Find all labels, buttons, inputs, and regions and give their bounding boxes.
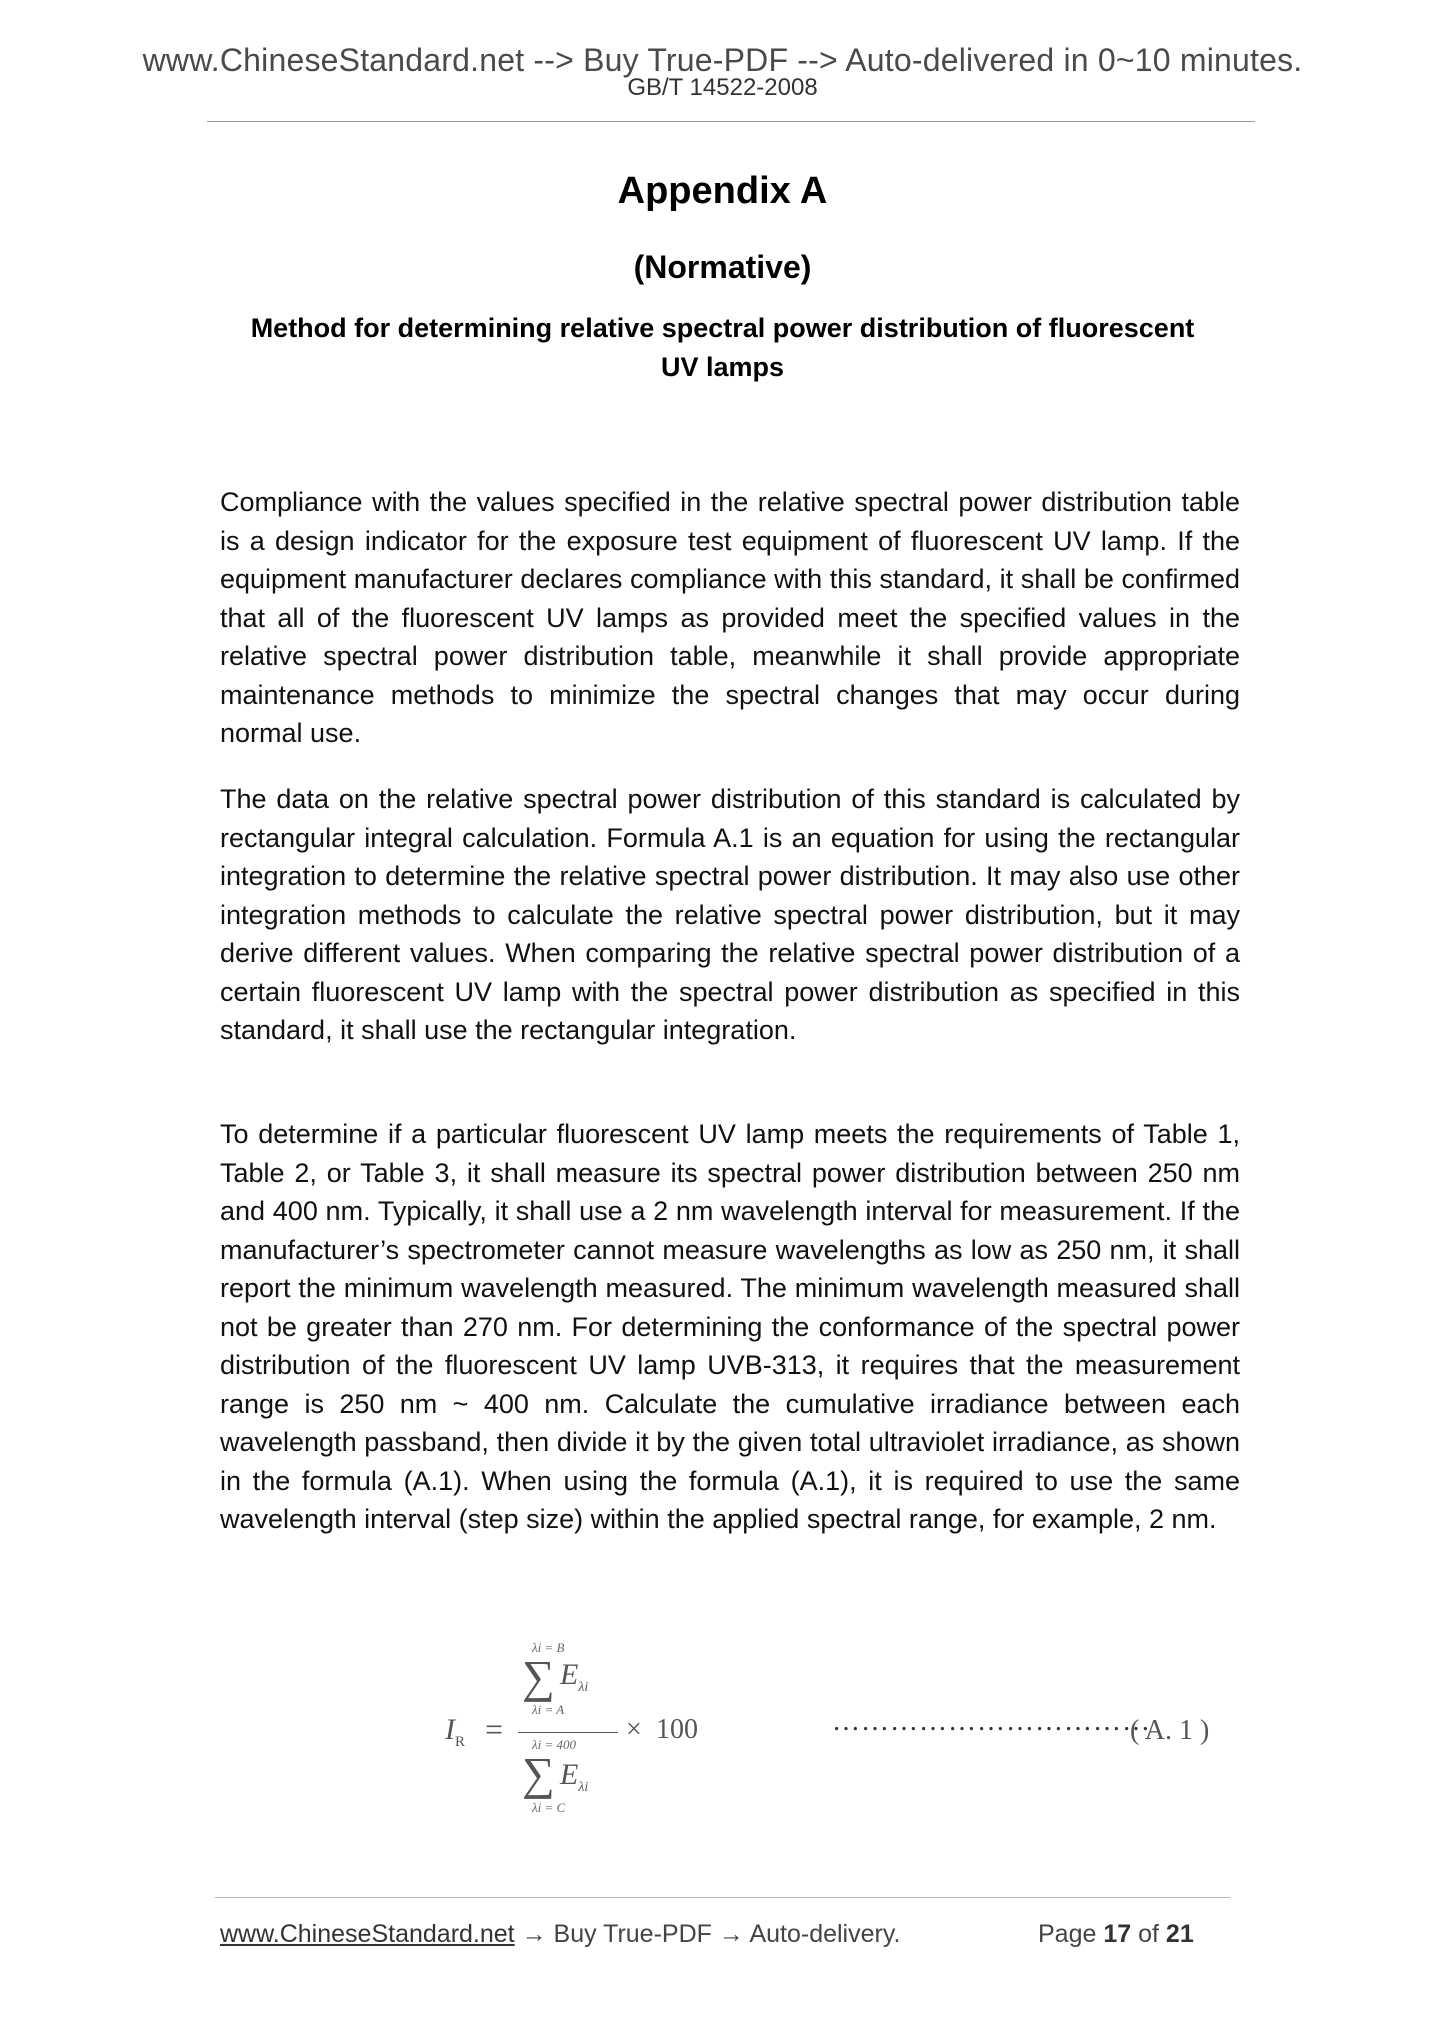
page-total: 21 — [1165, 1920, 1194, 1948]
arrow-right-icon: → — [521, 1920, 547, 1948]
formula-a1 — [440, 1640, 1240, 1840]
formula-factor: 100 — [656, 1714, 698, 1745]
fraction-bar — [518, 1732, 618, 1733]
arrow-right-icon: → — [718, 1920, 744, 1948]
appendix-title: Appendix A — [617, 170, 828, 212]
formula-lhs: $I_R$ — [445, 1713, 466, 1750]
formula-number: ( A. 1 ) — [1130, 1715, 1210, 1746]
footer-site-link[interactable]: www.ChineseStandard.net — [220, 1920, 515, 1948]
denominator-term: $E_{\lambda i}$ — [560, 1758, 589, 1795]
site-banner: www.ChineseStandard.net --> Buy True-PDF --> Auto-delivered in 0~10 minutes. — [142, 42, 1303, 78]
denominator-upper-limit: λi = 400 — [532, 1737, 577, 1752]
page-indicator: Page 17 of 21 — [1038, 1920, 1194, 1948]
standard-code: GB/T 14522-2008 — [627, 74, 818, 101]
numerator-lower-limit: λi = A — [532, 1702, 565, 1717]
formula-equals: = — [485, 1711, 504, 1747]
numerator-sum-icon: ∑ — [522, 1651, 555, 1702]
method-title: Method for determining relative spectral power distribution of fluorescent UV lamps — [250, 313, 1195, 382]
paragraph-measurement: To determine if a particular fluorescent UV lamp meets the requirements of Table 1, Table 2, or Table 3, it shall measure its spectral power distribution between 250 nm and 400 nm. Typically, it shall use a 2 nm wavelength interval for measurement. If the manufacturer’s spectrometer cannot measure wavelengths as low as 250 nm, it shall report the minimum wavelength measured. The minimum wavelength measured shall not be greater than 270 nm. For determining the conformance of the spectral power distribution of the fluorescent UV lamp UVB-313, it requires that the measurement range is 250 nm ~ 400 nm. Calculate the cumulative irradiance between each wavelength passband, then divide it by the given total ultraviolet irradiance, as shown in the formula (A.1). When using the formula (A.1), it is required to use the same wavelength interval (step size) within the applied spectral range, for example, 2 nm. — [220, 1119, 1240, 1534]
footer-delivery-text: Auto-delivery. — [749, 1920, 901, 1948]
denominator-lower-limit: λi = C — [532, 1800, 566, 1815]
header-divider — [207, 121, 1255, 122]
paragraph-compliance: Compliance with the values specified in the relative spectral power distribution table is a design indicator for the exposure test equipment of fluorescent UV lamp. If the equipment manufacturer declares compliance with this standard, it shall be confirmed that all of the fluorescent UV lamps as provided meet the specified values in the relative spectral power distribution table, meanwhile it shall provide appropriate maintenance methods to minimize the spectral changes that may occur during normal use. — [220, 487, 1240, 748]
footer-divider — [215, 1897, 1230, 1898]
normative-label: (Normative) — [633, 249, 812, 285]
paragraph-integration: The data on the relative spectral power distribution of this standard is calculated by rectangular integral calculation. Formula A.1 is an equation for using the rectangular integration to determine the relative spectral power distribution. It may also use other integration methods to calculate the relative spectral power distribution, but it may derive different values. When comparing the relative spectral power distribution of a certain fluorescent UV lamp with the spectral power distribution as specified in this standard, it shall use the rectangular integration. — [220, 784, 1240, 1045]
page-current: 17 — [1103, 1920, 1132, 1948]
formula-times: × — [626, 1714, 642, 1745]
numerator-upper-limit: λi = B — [532, 1640, 565, 1655]
formula-leader-dots: …………………………… — [832, 1706, 1151, 1737]
footer-links — [220, 1920, 900, 1949]
footer-buy-text: Buy True-PDF — [553, 1920, 712, 1948]
numerator-term: $E_{\lambda i}$ — [560, 1658, 589, 1695]
denominator-sum-icon: ∑ — [522, 1748, 555, 1799]
